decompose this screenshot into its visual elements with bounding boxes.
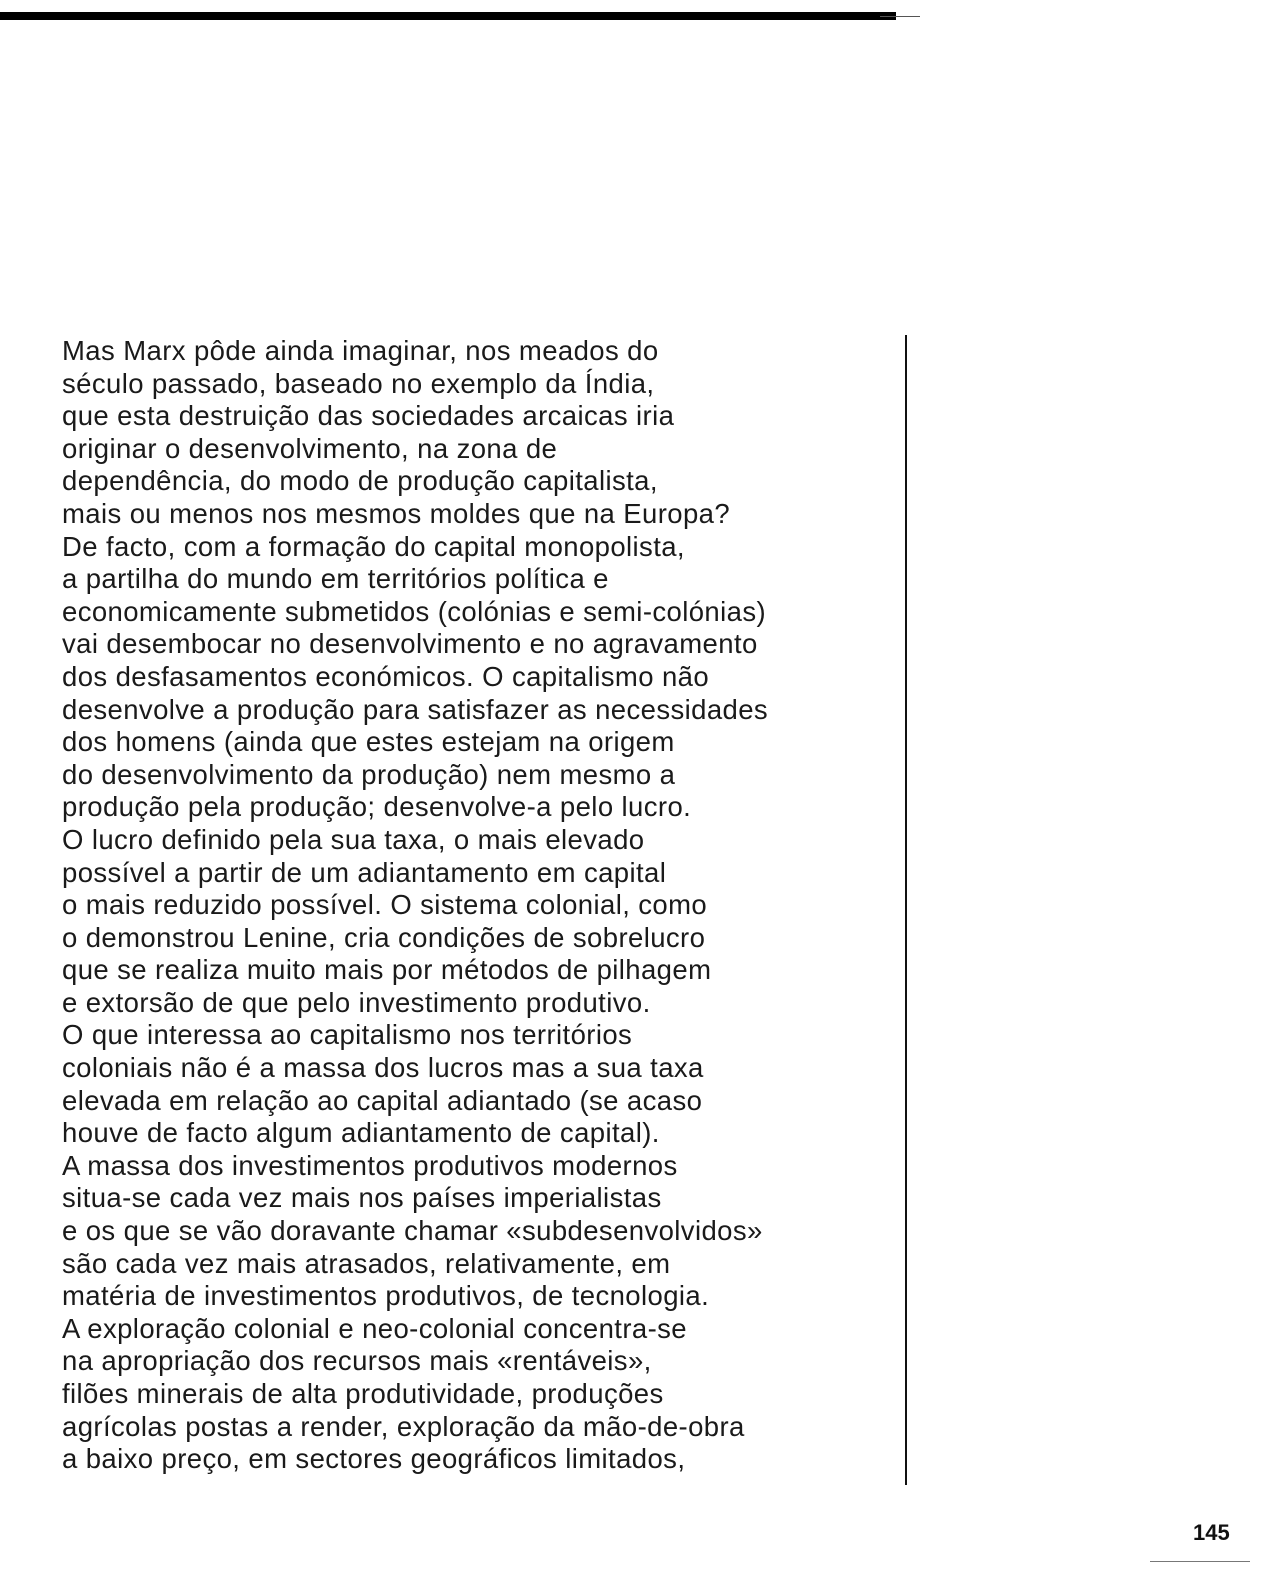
text-line: a baixo preço, em sectores geográficos limitados, <box>62 1443 686 1475</box>
text-line: Mas Marx pôde ainda imaginar, nos meados do <box>62 335 659 366</box>
text-line: e os que se vão doravante chamar «subdesenvolvidos» <box>62 1215 763 1247</box>
text-line: desenvolve a produção para satisfazer as necessidades <box>62 693 769 725</box>
text-line: e extorsão de que pelo investimento produtivo. <box>62 986 651 1018</box>
text-line: que esta destruição das sociedades arcaicas iria <box>62 400 675 432</box>
text-line: mais ou menos nos mesmos moldes que na Europa? <box>62 497 731 529</box>
text-line: filões minerais de alta produtividade, produções <box>62 1378 664 1409</box>
text-line: A massa dos investimentos produtivos modernos <box>62 1149 678 1181</box>
text-line: A exploração colonial e neo-colonial concentra-se <box>62 1312 687 1344</box>
text-line: dependência, do modo de produção capitalista, <box>62 465 658 497</box>
text-line: agrícolas postas a render, exploração da mão-de-obra <box>62 1410 745 1442</box>
text-line: produção pela produção; desenvolve-a pelo lucro. <box>62 791 692 823</box>
text-line: coloniais não é a massa dos lucros mas a sua taxa <box>62 1052 704 1084</box>
text-line: dos desfasamentos económicos. O capitalismo não <box>62 660 710 692</box>
text-line: matéria de investimentos produtivos, de tecnologia. <box>62 1280 710 1312</box>
text-line: originar o desenvolvimento, na zona de <box>62 432 558 464</box>
body-text <box>62 335 912 1476</box>
text-line: De facto, com a formação do capital monopolista, <box>62 530 685 562</box>
text-line: o mais reduzido possível. O sistema colonial, como <box>62 889 708 921</box>
text-line: dos homens (ainda que estes estejam na origem <box>62 726 675 758</box>
text-line: o demonstrou Lenine, cria condições de sobrelucro <box>62 921 706 953</box>
top-rule <box>0 12 896 20</box>
text-line: a partilha do mundo em territórios política e <box>62 563 609 595</box>
text-line: que se realiza muito mais por métodos de pilhagem <box>62 954 712 986</box>
text-line: situa-se cada vez mais nos países imperialistas <box>62 1182 662 1214</box>
margin-rule <box>905 335 907 1485</box>
text-line: século passado, baseado no exemplo da Índia, <box>62 367 655 399</box>
bottom-rule <box>1150 1561 1250 1562</box>
text-line: do desenvolvimento da produção) nem mesmo a <box>62 758 676 790</box>
text-line: houve de facto algum adiantamento de capital). <box>62 1117 660 1149</box>
text-line: economicamente submetidos (colónias e semi-colónias) <box>62 595 767 627</box>
text-line: são cada vez mais atrasados, relativamente, em <box>62 1247 671 1279</box>
text-line: vai desembocar no desenvolvimento e no agravamento <box>62 628 758 660</box>
text-line: na apropriação dos recursos mais «rentáveis», <box>62 1345 652 1377</box>
top-rule-tail <box>880 16 920 17</box>
text-line: elevada em relação ao capital adiantado (se acaso <box>62 1084 703 1116</box>
text-line: O que interessa ao capitalismo nos territórios <box>62 1019 633 1051</box>
text-line: possível a partir de um adiantamento em capital <box>62 856 667 888</box>
page-number: 145 <box>1193 1520 1230 1545</box>
text-line: O lucro definido pela sua taxa, o mais elevado <box>62 823 645 855</box>
